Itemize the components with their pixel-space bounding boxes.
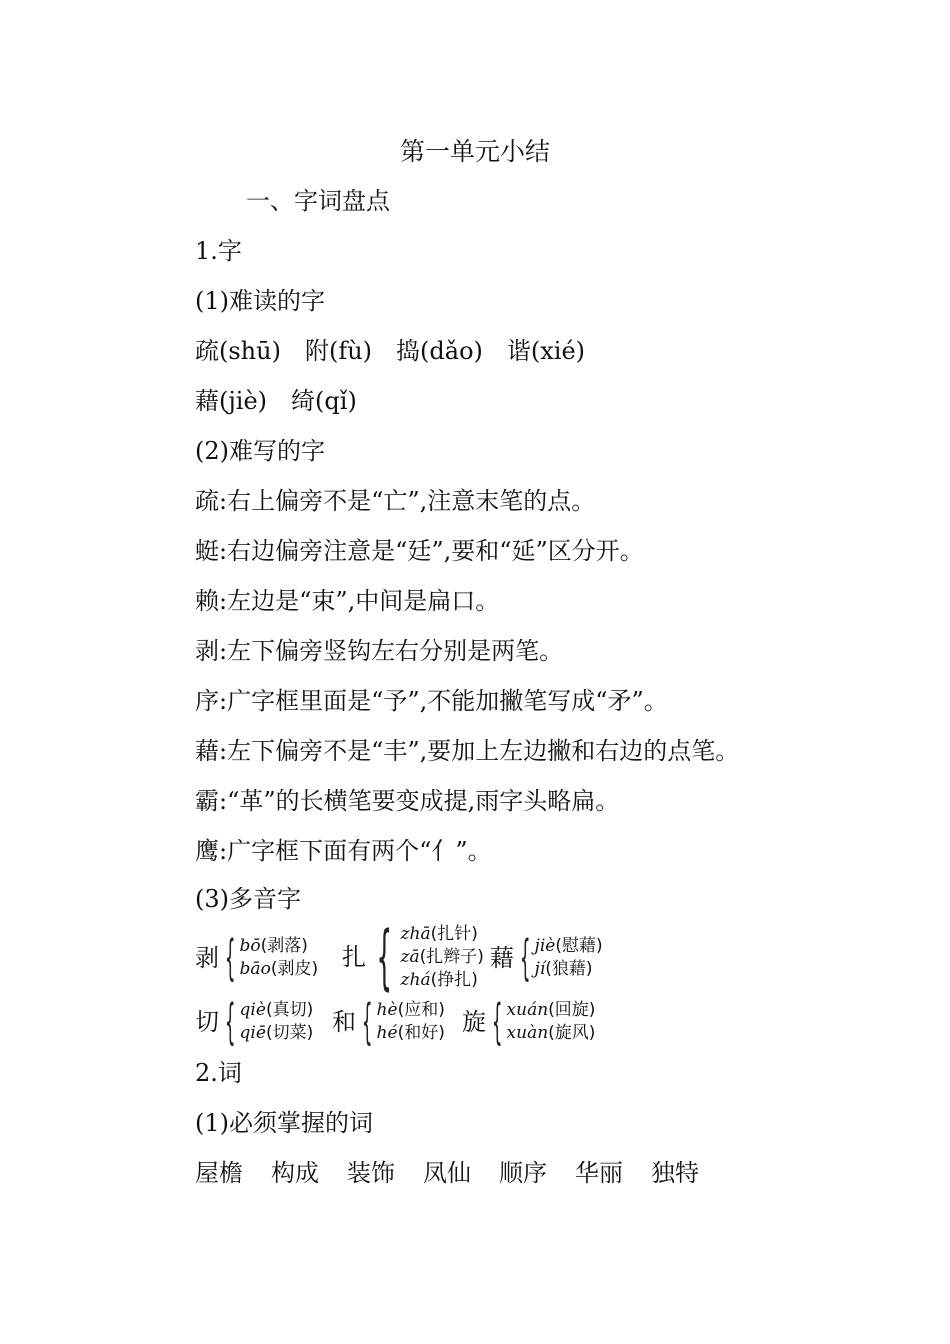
vocab-word: 独特 [651,1159,699,1187]
hard-write-item: 鹰:广字框下面有两个“亻”。 [195,837,492,865]
example-word: (挣扎) [430,969,478,990]
brace-icon: { [519,930,531,986]
hard-read-item: 疏(shū) [195,337,281,365]
polyphone-group-zha [342,916,484,998]
example-word: (慰藉) [555,936,603,956]
hard-write-item: 霸:“革”的长横笔要变成提,雨字头略扁。 [195,787,620,815]
example-word: (剥皮) [270,959,319,979]
example-word: (真切) [265,1000,314,1020]
pinyin: qiē [239,1023,266,1043]
pinyin: qiè [239,1000,266,1020]
polyphone-group-qie [195,994,314,1050]
polyphone-options [240,935,319,981]
polyphone-options [507,999,596,1045]
polyphone-char: 藉 [490,944,514,972]
hard-read-row-1 [195,334,585,368]
vocab-word: 屋檐 [195,1159,243,1187]
polyphone-group-he [332,994,445,1050]
example-word: (和好) [397,1023,445,1043]
hard-read-item: 附(fù) [304,337,373,365]
hard-read-row-2 [195,384,357,418]
pinyin: zā [400,946,420,967]
vocab-word: 构成 [271,1159,319,1187]
must-words-row [195,1156,699,1190]
hard-write-item: 疏:右上偏旁不是“亡”,注意末笔的点。 [195,487,596,515]
polyphone-options [377,999,445,1045]
polyphone-char: 旋 [462,1008,486,1036]
example-word: (回旋) [548,1000,596,1020]
polyphone-options [240,999,314,1045]
example-word: (剥落) [260,936,308,956]
pinyin: bāo [239,959,271,979]
polyphone-heading: (3)多音字 [195,885,301,913]
example-word: (狼藉) [545,959,593,979]
polyphone-char: 切 [195,1008,219,1036]
polyphone-char: 剥 [195,944,219,972]
brace-icon: { [224,930,236,986]
pinyin: xuàn [506,1023,549,1043]
hard-read-item: 谐(xié) [506,337,586,365]
hard-read-item: 捣(dǎo) [396,337,483,365]
pinyin: hé [376,1023,398,1043]
must-words-heading: (1)必须掌握的词 [195,1109,373,1137]
example-word: (切菜) [265,1023,314,1043]
polyphone-char: 和 [332,1008,356,1036]
hard-read-item: 绮(qǐ) [291,387,357,415]
hard-write-item: 序:广字框里面是“予”,不能加撇笔写成“矛”。 [195,687,668,715]
example-word: (应和) [397,1000,445,1020]
pinyin: bō [239,936,261,956]
pinyin: jiè [534,936,556,956]
example-word: (扎辫子) [419,946,484,967]
polyphone-options [535,935,603,981]
vocab-word: 装饰 [347,1159,395,1187]
subsection-char: 1.字 [195,237,242,265]
pinyin: xuán [506,1000,549,1020]
hard-write-item: 藉:左下偏旁不是“丰”,要加上左边撇和右边的点笔。 [195,737,740,765]
hard-write-item: 剥:左下偏旁竖钩左右分别是两笔。 [195,637,564,665]
hard-write-item: 赖:左边是“束”,中间是扁口。 [195,587,500,615]
hard-write-item: 蜓:右边偏旁注意是“廷”,要和“延”区分开。 [195,537,644,565]
pinyin: jí [534,959,546,979]
vocab-word: 顺序 [499,1159,547,1187]
example-word: (旋风) [548,1023,596,1043]
polyphone-char: 扎 [342,943,366,971]
subsection-word: 2.词 [195,1059,242,1087]
pinyin: zhā [400,923,431,944]
brace-icon: { [224,994,236,1050]
brace-icon: { [361,994,373,1050]
polyphone-group-xuan [462,994,596,1050]
polyphone-group-ji [490,930,603,986]
vocab-word: 凤仙 [423,1159,471,1187]
example-word: (扎针) [430,923,478,944]
hard-read-item: 藉(jiè) [195,387,268,415]
hard-read-heading: (1)难读的字 [195,287,325,315]
brace-icon: { [491,994,503,1050]
vocab-word: 华丽 [575,1159,623,1187]
brace-icon: { [376,916,393,998]
polyphone-options [401,923,484,992]
page-title: 第一单元小结 [399,137,550,166]
pinyin: zhá [400,969,431,990]
hard-write-heading: (2)难写的字 [195,437,325,465]
polyphone-group-bo [195,930,319,986]
section-heading: 一、字词盘点 [246,187,390,215]
pinyin: hè [376,1000,398,1020]
